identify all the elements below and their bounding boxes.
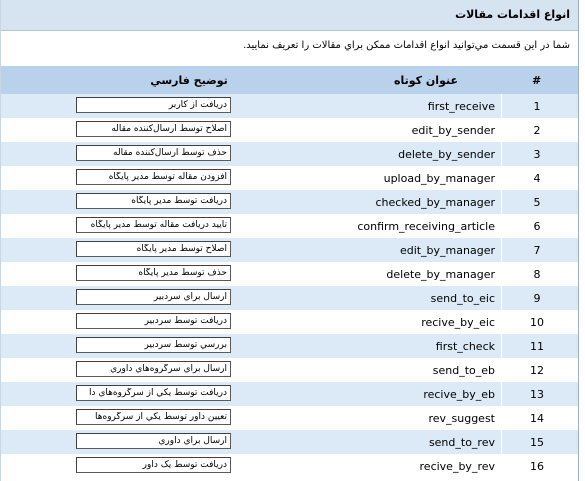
page-title: انواع اقدامات مقالات (455, 8, 570, 21)
row-number: 12 (530, 364, 544, 377)
persian-description-input[interactable] (76, 217, 231, 233)
table-row (1, 118, 578, 143)
row-number: 8 (533, 268, 541, 281)
table-row (1, 94, 578, 119)
persian-description-input[interactable] (76, 121, 231, 137)
column-header-persian-description: توضيح فارسي (150, 74, 228, 87)
persian-description-input[interactable] (76, 169, 231, 185)
table-row (1, 142, 578, 167)
row-short-title: upload_by_manager (383, 172, 495, 185)
table-row (1, 334, 578, 359)
row-short-title: first_receive (427, 100, 495, 113)
row-number: 13 (530, 388, 544, 401)
table-row (1, 214, 578, 239)
persian-description-input[interactable] (76, 457, 231, 473)
table-row (1, 262, 578, 287)
table-row (1, 454, 578, 479)
row-number: 3 (533, 148, 541, 161)
table-row (1, 430, 578, 455)
row-short-title: send_to_eic (430, 292, 495, 305)
table-row (1, 358, 578, 383)
row-short-title: checked_by_manager (375, 196, 495, 209)
row-short-title: send_to_rev (428, 436, 495, 449)
row-short-title: delete_by_sender (398, 148, 495, 161)
row-number: 1 (533, 100, 541, 113)
title-bar (1, 0, 578, 31)
row-short-title: rev_suggest (428, 412, 495, 425)
row-number: 14 (530, 412, 544, 425)
persian-description-input[interactable] (76, 97, 231, 113)
table-row (1, 406, 578, 431)
row-short-title: recive_by_rev (419, 460, 495, 473)
row-number: 10 (530, 316, 544, 329)
persian-description-input[interactable] (76, 145, 231, 161)
table-row (1, 190, 578, 215)
persian-description-input[interactable] (76, 385, 231, 401)
table-row (1, 382, 578, 407)
persian-description-input[interactable] (76, 289, 231, 305)
row-short-title: edit_by_sender (411, 124, 495, 137)
row-number: 16 (530, 460, 544, 473)
row-short-title: recive_by_eb (423, 388, 495, 401)
row-number: 5 (533, 196, 541, 209)
row-number: 9 (533, 292, 541, 305)
row-short-title: first_check (435, 340, 495, 353)
row-short-title: confirm_receiving_article (357, 220, 495, 233)
table-row (1, 166, 578, 191)
table-row (1, 286, 578, 311)
table-header (1, 66, 578, 94)
row-number: 7 (533, 244, 541, 257)
column-header-short-title: عنوان کوتاه (394, 74, 458, 87)
table-row (1, 238, 578, 263)
persian-description-input[interactable] (76, 409, 231, 425)
column-header-number: # (532, 74, 542, 87)
column-divider (501, 94, 502, 481)
row-short-title: edit_by_manager (399, 244, 495, 257)
persian-description-input[interactable] (76, 337, 231, 353)
row-short-title: delete_by_manager (386, 268, 495, 281)
persian-description-input[interactable] (76, 313, 231, 329)
persian-description-input[interactable] (76, 265, 231, 281)
row-short-title: send_to_eb (432, 364, 495, 377)
table-row (1, 310, 578, 335)
page-description: شما در اين قسمت مي‌توانيد انواع اقدامات ممکن براي مقالات را تعريف نماييد. (243, 40, 570, 51)
row-number: 2 (533, 124, 541, 137)
row-number: 11 (530, 340, 544, 353)
row-number: 15 (530, 436, 544, 449)
persian-description-input[interactable] (76, 193, 231, 209)
persian-description-input[interactable] (76, 433, 231, 449)
persian-description-input[interactable] (76, 241, 231, 257)
row-number: 4 (533, 172, 541, 185)
persian-description-input[interactable] (76, 361, 231, 377)
row-short-title: recive_by_eic (421, 316, 495, 329)
row-number: 6 (533, 220, 541, 233)
